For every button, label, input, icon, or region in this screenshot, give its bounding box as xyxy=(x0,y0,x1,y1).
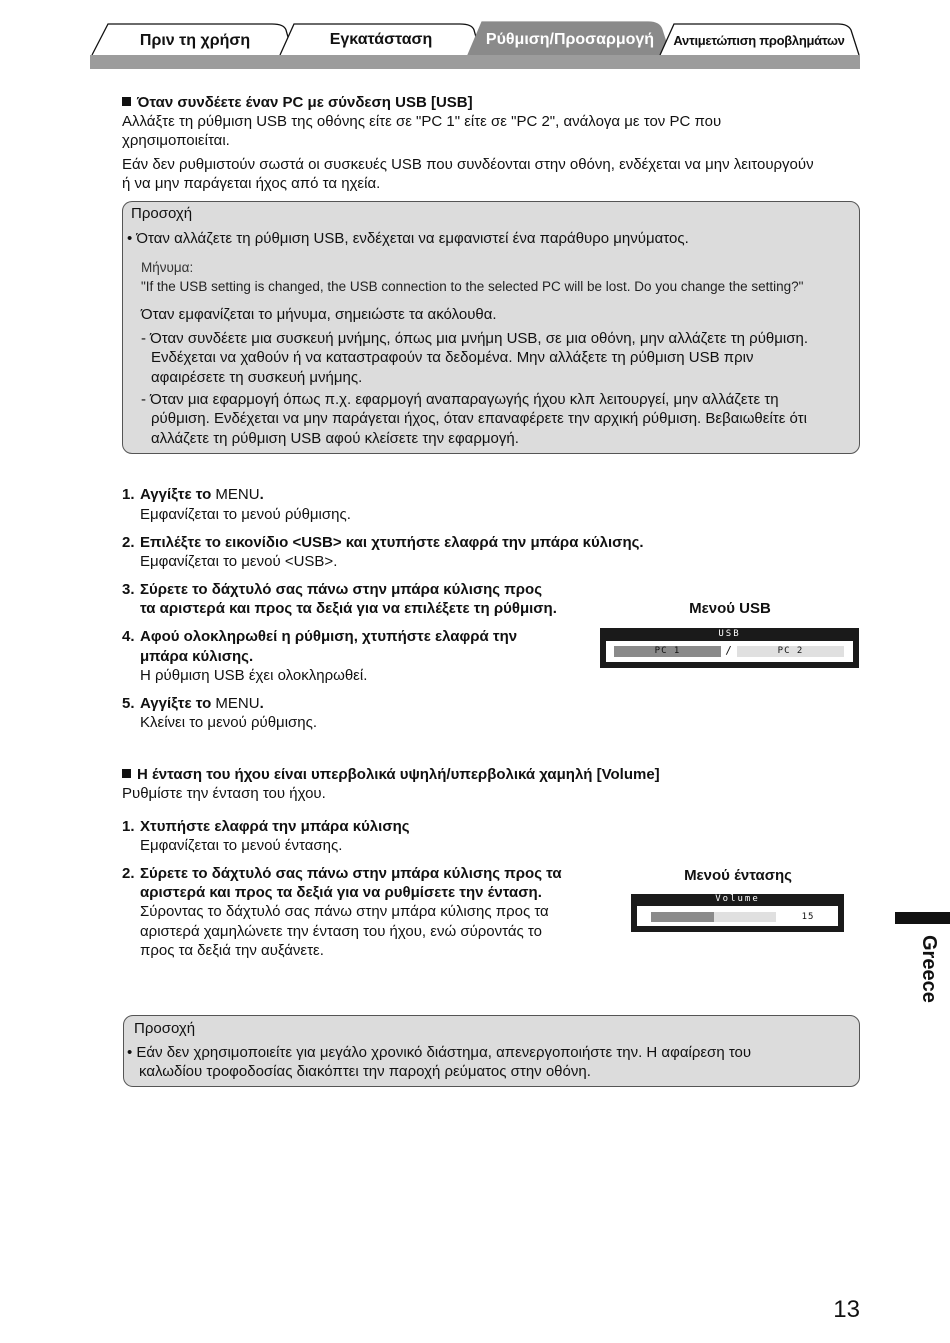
side-tab-marker xyxy=(895,912,950,924)
usb-para1-line2: χρησιμοποιείται. xyxy=(122,132,230,149)
section-tabs xyxy=(0,0,950,70)
volume-step2-desc1: Σύροντας το δάχτυλό σας πάνω στην μπάρα κύλισης προς τα xyxy=(140,903,549,920)
caution2-line2: καλωδίου τροφοδοσίας διακόπτει την παροχή ρεύματος στην οθόνη. xyxy=(139,1063,591,1080)
usb-option-pc2[interactable]: PC 2 xyxy=(737,646,844,657)
usb-step4-line1: Αφού ολοκληρωθεί η ρύθμιση, χτυπήστε ελαφρά την xyxy=(140,628,518,645)
caution-item1-line3: αφαιρέσετε τη συσκευή μνήμης. xyxy=(151,369,363,386)
volume-value: 15 xyxy=(801,912,815,922)
tabs-bar xyxy=(90,55,860,69)
usb-step2-title: Επιλέξτε το εικονίδιο <USB> και χτυπήστε ελαφρά την μπάρα κύλισης. xyxy=(140,534,644,551)
volume-slider-track[interactable] xyxy=(651,912,776,922)
usb-step1-title: Αγγίξτε το MENU. xyxy=(140,486,264,503)
volume-menu-caption: Μενού έντασης xyxy=(684,867,792,884)
usb-step2-desc: Εμφανίζεται το μενού <USB>. xyxy=(140,553,338,570)
volume-heading: Η ένταση του ήχου είναι υπερβολικά υψηλή/υπερβολικά χαμηλή [Volume] xyxy=(122,765,660,785)
volume-slider-fill xyxy=(651,912,714,922)
caution-item2-line2: ρύθμιση. Ενδέχεται να μην παράγεται ήχος, όταν επαναφέρετε την αρχική ρύθμιση. Βεβαιωθείτε ότι xyxy=(151,410,807,427)
usb-option-separator: / xyxy=(725,644,733,657)
caution-item1-line1: - Όταν συνδέετε μια συσκευή μνήμης, όπως μια μνήμη USB, σε μια οθόνη, μην αλλάζετε τη ρύθμιση. xyxy=(141,330,809,347)
volume-step2-number: 2. xyxy=(122,865,135,882)
volume-step1-desc: Εμφανίζεται το μενού έντασης. xyxy=(140,837,343,854)
usb-heading: Όταν συνδέετε έναν PC με σύνδεση USB [USB] xyxy=(122,93,473,113)
square-bullet-icon xyxy=(122,97,131,106)
usb-para1-line1: Αλλάξτε τη ρύθμιση USB της οθόνης είτε σε "PC 1" είτε σε "PC 2", ανάλογα με τον PC που xyxy=(122,113,722,130)
usb-step1-desc: Εμφανίζεται το μενού ρύθμισης. xyxy=(140,506,351,523)
usb-step2-number: 2. xyxy=(122,534,135,551)
usb-step5-title: Αγγίξτε το MENU. xyxy=(140,695,264,712)
square-bullet-icon xyxy=(122,769,131,778)
caution-item2-line1: - Όταν μια εφαρμογή όπως π.χ. εφαρμογή αναπαραγωγής ήχου κλπ λειτουργεί, μην αλλάζετε τη xyxy=(141,391,779,408)
usb-para2-line1: Εάν δεν ρυθμιστούν σωστά οι συσκευές USB που συνδέονται στην οθόνη, ενδέχεται να μην λειτουργούν xyxy=(122,156,814,173)
volume-step2-desc3: προς τα δεξιά την αυξάνετε. xyxy=(140,942,324,959)
message-text: "If the USB setting is changed, the USB connection to the selected PC will be lost. Do you change the setting?" xyxy=(141,279,804,294)
tab-troubleshooting[interactable]: Αντιμετώπιση προβλημάτων xyxy=(673,33,845,48)
volume-step2-desc2: αριστερά χαμηλώνετε την ένταση του ήχου, ενώ σύροντάς το xyxy=(140,923,542,940)
volume-step2-line1: Σύρετε το δάχτυλό σας πάνω στην μπάρα κύλισης προς τα xyxy=(140,865,562,882)
side-tab-label: Greece xyxy=(918,935,940,1003)
usb-para2-line2: ή να μην παράγεται ήχος από τα ηχεία. xyxy=(122,175,381,192)
tab-installation[interactable]: Εγκατάσταση xyxy=(329,31,433,48)
usb-step3-number: 3. xyxy=(122,581,135,598)
usb-menu-caption: Μενού USB xyxy=(689,600,771,617)
usb-step4-number: 4. xyxy=(122,628,135,645)
caution-note: Όταν εμφανίζεται το μήνυμα, σημειώστε τα ακόλουθα. xyxy=(141,306,497,323)
caution2-title: Προσοχή xyxy=(134,1020,196,1037)
volume-step1-title: Χτυπήστε ελαφρά την μπάρα κύλισης xyxy=(140,818,410,835)
page-number: 13 xyxy=(833,1296,860,1323)
caution-title: Προσοχή xyxy=(131,205,193,222)
caution-bullet: • Όταν αλλάζετε τη ρύθμιση USB, ενδέχεται να εμφανιστεί ένα παράθυρο μηνύματος. xyxy=(127,230,689,247)
usb-step1-number: 1. xyxy=(122,486,135,503)
usb-menu-title: USB xyxy=(718,629,741,639)
volume-step2-line2: αριστερά και προς τα δεξιά για να ρυθμίσετε την ένταση. xyxy=(140,884,542,901)
usb-step5-number: 5. xyxy=(122,695,135,712)
volume-intro: Ρυθμίστε την ένταση του ήχου. xyxy=(122,785,326,802)
usb-step4-desc: Η ρύθμιση USB έχει ολοκληρωθεί. xyxy=(140,667,368,684)
usb-step4-line2: μπάρα κύλισης. xyxy=(140,648,254,665)
caution2-line1: • Εάν δεν χρησιμοποιείτε για μεγάλο χρονικό διάστημα, απενεργοποιήστε την. Η αφαίρεση του xyxy=(127,1044,752,1061)
usb-menu xyxy=(600,628,859,668)
tab-before-use[interactable]: Πριν τη χρήση xyxy=(139,32,251,49)
tab-setting-adjustment[interactable]: Ρύθμιση/Προσαρμογή xyxy=(485,31,655,48)
volume-menu xyxy=(631,894,844,932)
usb-step5-desc: Κλείνει το μενού ρύθμισης. xyxy=(140,714,318,731)
caution-item2-line3: αλλάζετε τη ρύθμιση USB αφού κλείσετε την εφαρμογή. xyxy=(151,430,519,447)
volume-menu-title: Volume xyxy=(715,894,760,904)
message-label: Μήνυμα: xyxy=(141,260,194,275)
usb-option-pc1[interactable]: PC 1 xyxy=(614,646,721,657)
caution-item1-line2: Ενδέχεται να χαθούν ή να καταστραφούν τα δεδομένα. Μην αλλάξετε τη ρύθμιση USB πριν xyxy=(151,349,754,366)
usb-step3-line2: τα αριστερά και προς τα δεξιά για να επιλέξετε τη ρύθμιση. xyxy=(140,600,557,617)
volume-step1-number: 1. xyxy=(122,818,135,835)
usb-step3-line1: Σύρετε το δάχτυλό σας πάνω στην μπάρα κύλισης προς xyxy=(140,581,542,598)
